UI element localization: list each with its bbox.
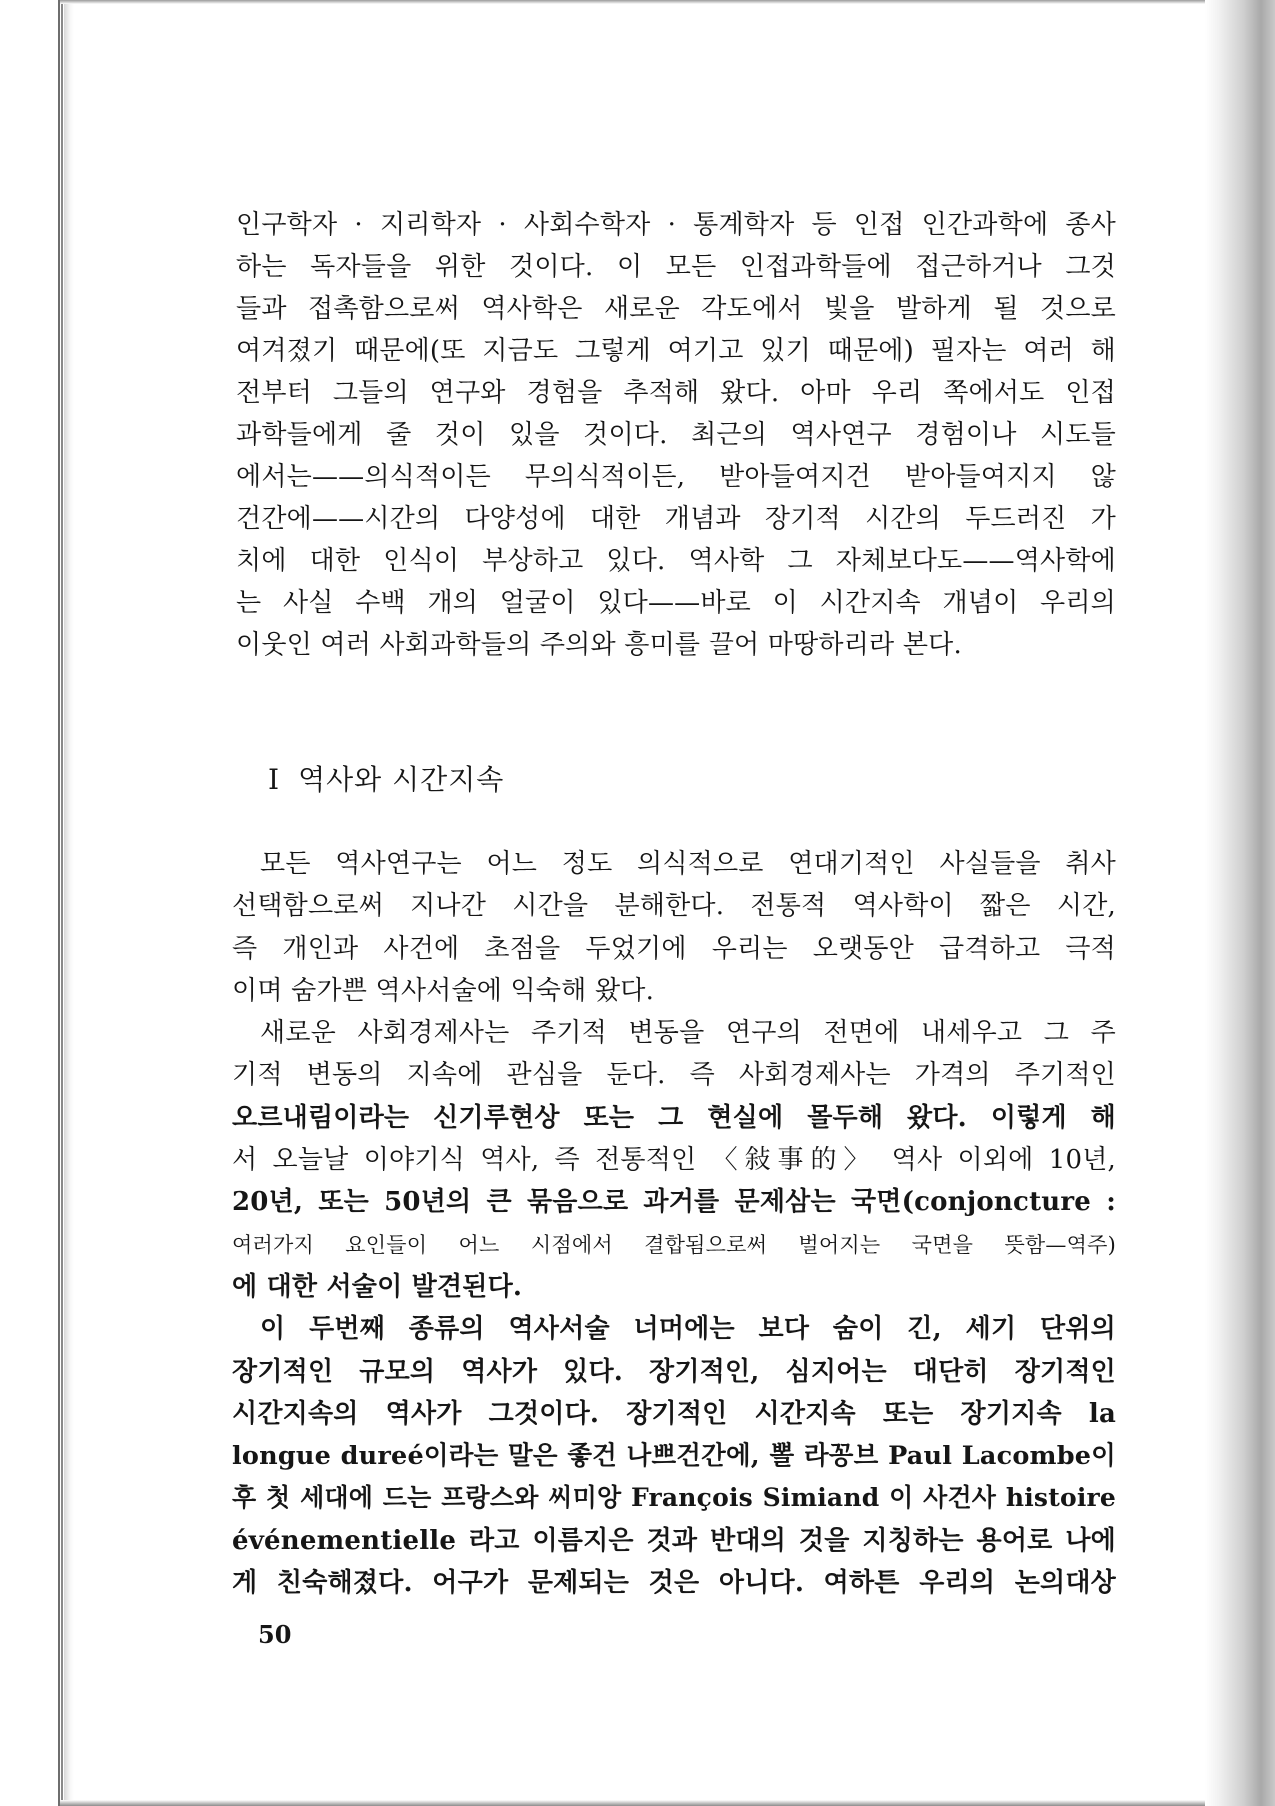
text-line: 여러가지 요인들이 어느 시점에서 결합됨으로써 벌어지는 국면을 뜻함—역주) (232, 1232, 1116, 1257)
text-line: 20년, 또는 50년의 큰 묶음으로 과거를 문제삼는 국면(conjoncture : (232, 1187, 1116, 1218)
text-line: 과학들에게 줄 것이 있을 것이다. 최근의 역사연구 경험이나 시도들 (236, 420, 1116, 450)
section-title: 역사와 시간지속 (298, 763, 505, 796)
text-line: 치에 대한 인식이 부상하고 있다. 역사학 그 자체보다도——역사학에 (236, 546, 1116, 576)
text-line: 는 사실 수백 개의 얼굴이 있다——바로 이 시간지속 개념이 우리의 (236, 588, 1116, 618)
page-top-edge (60, 0, 1210, 4)
text-line: 건간에——시간의 다양성에 대한 개념과 장기적 시간의 두드러진 가 (236, 504, 1116, 534)
text-line: 이 두번째 종류의 역사서술 너머에는 보다 숨이 긴, 세기 단위의 (260, 1314, 1116, 1345)
text-line: 에 대한 서술이 발견된다. (232, 1271, 523, 1302)
section-number: I (268, 763, 281, 796)
text-line: 시간지속의 역사가 그것이다. 장기적인 시간지속 또는 장기지속 la (232, 1398, 1116, 1429)
text-line: 인구학자 · 지리학자 · 사회수학자 · 통계학자 등 인접 인간과학에 종사 (236, 210, 1116, 240)
page-number: 50 (258, 1620, 292, 1649)
intro-paragraph (236, 204, 1116, 666)
text-line: 이며 숨가쁜 역사서술에 익숙해 왔다. (232, 975, 655, 1006)
text-line: 이웃인 여러 사회과학들의 주의와 흥미를 끌어 마땅하리라 본다. (236, 630, 962, 660)
text-line: 서 오늘날 이야기식 역사, 즉 전통적인 〈敍事的〉 역사 이외에 10년, (232, 1145, 1116, 1176)
body-paragraphs (232, 843, 1116, 1604)
text-line: 오르내림이라는 신기루현상 또는 그 현실에 몰두해 왔다. 이렇게 해 (232, 1102, 1116, 1133)
page-fold-shadow (64, 0, 74, 1806)
text-line: 모든 역사연구는 어느 정도 의식적으로 연대기적인 사실들을 취사 (260, 849, 1116, 879)
text-line: 기적 변동의 지속에 관심을 둔다. 즉 사회경제사는 가격의 주기적인 (232, 1060, 1116, 1091)
section-heading (268, 758, 504, 798)
text-line: 즉 개인과 사건에 초점을 두었기에 우리는 오랫동안 급격하고 극적 (232, 933, 1116, 964)
text-line: 전부터 그들의 연구와 경험을 추적해 왔다. 아마 우리 쪽에서도 인접 (236, 378, 1116, 408)
text-line: 새로운 사회경제사는 주기적 변동을 연구의 전면에 내세우고 그 주 (260, 1018, 1116, 1049)
text-line: 에서는——의식적이든 무의식적이든, 받아들여지건 받아들여지지 않 (236, 462, 1116, 492)
text-line: 들과 접촉함으로써 역사학은 새로운 각도에서 빛을 발하게 될 것으로 (236, 294, 1116, 324)
text-line: 후 첫 세대에 드는 프랑스와 씨미앙 François Simiand 이 사건사 histoire (232, 1483, 1116, 1513)
text-line: longue dureé이라는 말은 좋건 나쁘건간에, 뽈 라꽁브 Paul Lacombe이 (232, 1441, 1116, 1472)
text-line: 게 친숙해졌다. 어구가 문제되는 것은 아니다. 여하튼 우리의 논의대상 (232, 1568, 1116, 1599)
page-bottom-edge (60, 1800, 1210, 1806)
text-line: 여겨졌기 때문에(또 지금도 그렇게 여기고 있기 때문에) 필자는 여러 해 (236, 336, 1116, 366)
text-line: 장기적인 규모의 역사가 있다. 장기적인, 심지어는 대단히 장기적인 (232, 1356, 1116, 1387)
text-line: 선택함으로써 지나간 시간을 분해한다. 전통적 역사학이 짧은 시간, (232, 891, 1116, 922)
page-right-edge-shadow (1205, 0, 1275, 1806)
text-line: événementielle 라고 이름지은 것과 반대의 것을 지칭하는 용어로 나에 (232, 1525, 1116, 1556)
text-line: 하는 독자들을 위한 것이다. 이 모든 인접과학들에 접근하거나 그것 (236, 252, 1116, 282)
